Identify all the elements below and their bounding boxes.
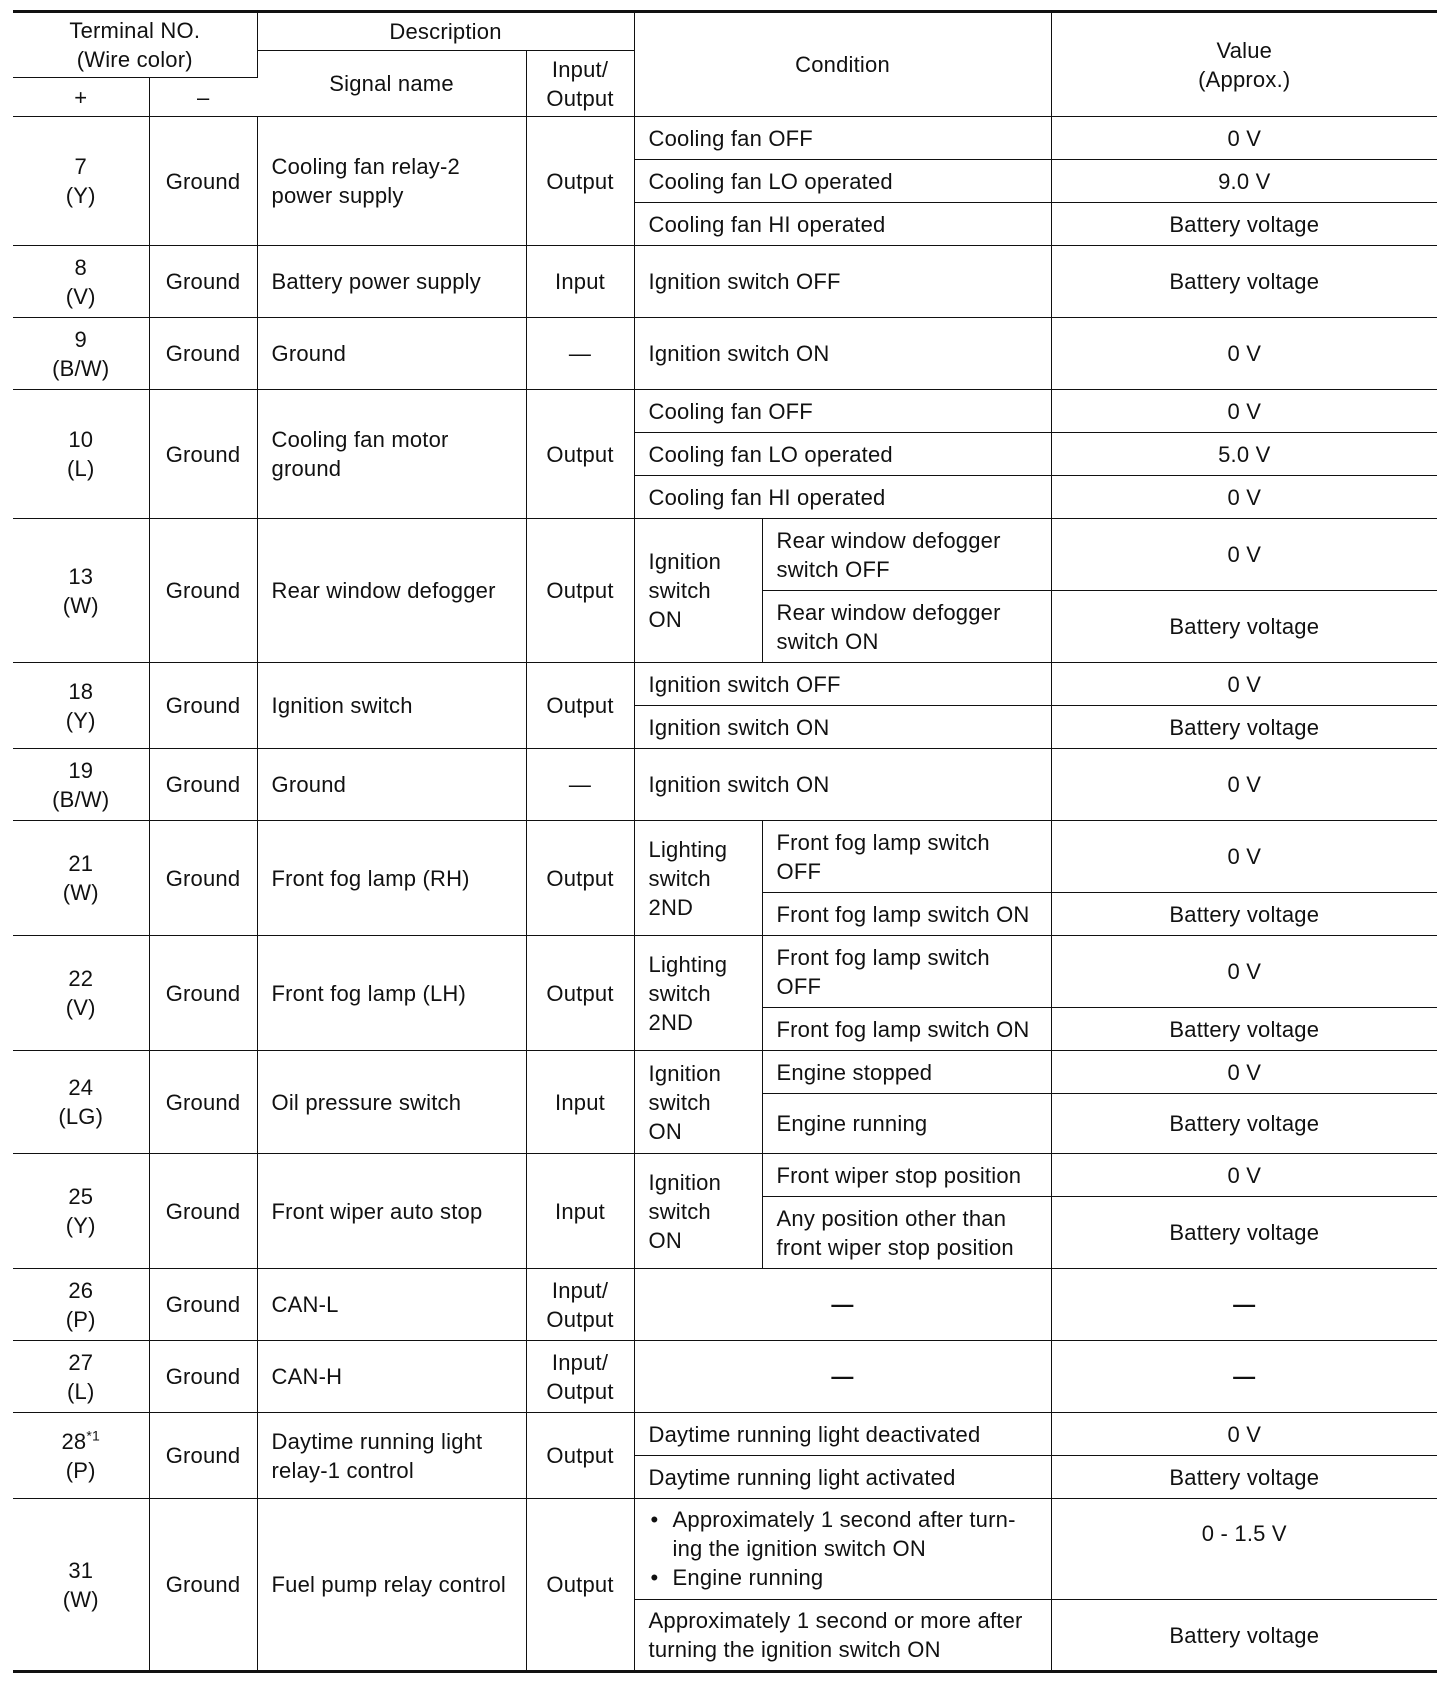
value-cell: 9.0 V [1051,160,1437,203]
value-cell: Battery voltage [1051,893,1437,936]
value-cell: 0 V [1051,117,1437,160]
header-signal-name: Signal name [257,51,526,117]
condition-cell: — [634,1269,1051,1341]
io-cell: Output [526,1413,634,1499]
value-cell: 0 - 1.5 V [1051,1499,1437,1600]
condition-group-cell: Lighting switch 2ND [634,936,762,1051]
sub-condition-cell: Front wiper stop position [762,1154,1051,1197]
sub-condition-cell: Front fog lamp switch ON [762,1008,1051,1051]
table-row [13,1499,1437,1600]
table-row [13,318,1437,390]
ground-cell: Ground [149,1341,257,1413]
io-cell: Output [526,390,634,519]
condition-group-cell: Ignition switch ON [634,1154,762,1269]
value-cell: 0 V [1051,663,1437,706]
terminal-cell: 21 (W) [13,821,149,936]
condition-cell: Cooling fan HI operated [634,203,1051,246]
ground-cell: Ground [149,117,257,246]
table-row [13,117,1437,160]
signal-cell: Front fog lamp (LH) [257,936,526,1051]
table-row [13,1269,1437,1341]
value-cell: 0 V [1051,821,1437,893]
table-row [13,663,1437,706]
condition-cell: Cooling fan LO operated [634,433,1051,476]
io-cell: Input [526,1051,634,1154]
io-cell: — [526,749,634,821]
signal-cell: Ground [257,749,526,821]
signal-cell: CAN-L [257,1269,526,1341]
value-cell: Battery voltage [1051,1094,1437,1154]
io-cell: Input [526,246,634,318]
io-cell: Input/ Output [526,1341,634,1413]
condition-cell: Ignition switch OFF [634,663,1051,706]
signal-cell: Rear window defogger [257,519,526,663]
sub-condition-cell: Front fog lamp switch OFF [762,936,1051,1008]
condition-group-cell: Lighting switch 2ND [634,821,762,936]
terminal-cell: 19 (B/W) [13,749,149,821]
value-cell: Battery voltage [1051,203,1437,246]
header-terminal-no: Terminal NO. (Wire color) [13,12,257,78]
ground-cell: Ground [149,1499,257,1672]
signal-cell: Daytime running light relay-1 control [257,1413,526,1499]
terminal-cell: 24 (LG) [13,1051,149,1154]
table-row [13,821,1437,893]
ground-cell: Ground [149,749,257,821]
header-value: Value (Approx.) [1051,12,1437,117]
value-cell: 0 V [1051,390,1437,433]
terminal-cell: 13 (W) [13,519,149,663]
ground-cell: Ground [149,519,257,663]
condition-cell: Cooling fan OFF [634,117,1051,160]
io-cell: Input/ Output [526,1269,634,1341]
signal-cell: Oil pressure switch [257,1051,526,1154]
sub-condition-cell: Engine running [762,1094,1051,1154]
terminal-cell: 31 (W) [13,1499,149,1672]
ground-cell: Ground [149,936,257,1051]
ground-cell: Ground [149,1269,257,1341]
condition-cell: Ignition switch OFF [634,246,1051,318]
value-cell: Battery voltage [1051,591,1437,663]
table-row [13,1051,1437,1094]
terminal-cell: 9 (B/W) [13,318,149,390]
table-row [13,390,1437,433]
sub-condition-cell: Rear window defogger switch OFF [762,519,1051,591]
footnote-mark: *1 [86,1427,100,1444]
condition-cell: Ignition switch ON [634,318,1051,390]
terminal-spec-table [13,10,1437,1673]
sub-condition-cell: Front fog lamp switch ON [762,893,1051,936]
ground-cell: Ground [149,663,257,749]
table-row [13,1413,1437,1456]
condition-cell: Cooling fan HI operated [634,476,1051,519]
list-item: • Approximately 1 second after turn- ing the ignition switch ON [649,1505,1037,1563]
ground-cell: Ground [149,318,257,390]
condition-cell: Approximately 1 second or more after turning the ignition switch ON [634,1600,1051,1672]
terminal-cell: 18 (Y) [13,663,149,749]
ground-cell: Ground [149,1154,257,1269]
sub-condition-cell: Rear window defogger switch ON [762,591,1051,663]
ground-cell: Ground [149,390,257,519]
signal-cell: Ignition switch [257,663,526,749]
value-cell: 0 V [1051,1051,1437,1094]
sub-condition-cell: Front fog lamp switch OFF [762,821,1051,893]
ground-cell: Ground [149,821,257,936]
sub-condition-cell: Engine stopped [762,1051,1051,1094]
header-input-output: Input/ Output [526,51,634,117]
header-condition: Condition [634,12,1051,117]
signal-cell: Cooling fan motor ground [257,390,526,519]
io-cell: Output [526,936,634,1051]
value-cell: Battery voltage [1051,1456,1437,1499]
condition-group-cell: Ignition switch ON [634,1051,762,1154]
header-description: Description [257,12,634,51]
io-cell: Output [526,1499,634,1672]
table-row [13,749,1437,821]
value-cell: 0 V [1051,936,1437,1008]
header-plus: + [13,78,149,117]
io-cell: Input [526,1154,634,1269]
condition-group-cell: Ignition switch ON [634,519,762,663]
signal-cell: Battery power supply [257,246,526,318]
value-cell: 0 V [1051,749,1437,821]
signal-cell: Front fog lamp (RH) [257,821,526,936]
sub-condition-cell: Any position other than front wiper stop position [762,1197,1051,1269]
condition-cell: Cooling fan OFF [634,390,1051,433]
signal-cell: Cooling fan relay-2 power supply [257,117,526,246]
table-row [13,1341,1437,1413]
signal-cell: Front wiper auto stop [257,1154,526,1269]
terminal-cell: 10 (L) [13,390,149,519]
table-row [13,246,1437,318]
terminal-cell: 8 (V) [13,246,149,318]
ground-cell: Ground [149,1413,257,1499]
value-cell: Battery voltage [1051,1008,1437,1051]
condition-cell: Ignition switch ON [634,749,1051,821]
value-cell: Battery voltage [1051,706,1437,749]
terminal-cell: 28$^{*1}$ (P) [13,1413,149,1499]
ground-cell: Ground [149,1051,257,1154]
table-row [13,519,1437,591]
signal-cell: CAN-H [257,1341,526,1413]
table-row [13,1154,1437,1197]
terminal-cell: 22 (V) [13,936,149,1051]
condition-cell: Cooling fan LO operated [634,160,1051,203]
condition-cell [634,1499,1051,1600]
io-cell: Output [526,519,634,663]
terminal-cell: 7 (Y) [13,117,149,246]
condition-cell: Daytime running light deactivated [634,1413,1051,1456]
ground-cell: Ground [149,246,257,318]
condition-cell: — [634,1341,1051,1413]
io-cell: Output [526,821,634,936]
value-cell: — [1051,1341,1437,1413]
signal-cell: Fuel pump relay control [257,1499,526,1672]
value-cell: 0 V [1051,1154,1437,1197]
io-cell: — [526,318,634,390]
value-cell: Battery voltage [1051,1600,1437,1672]
io-cell: Output [526,117,634,246]
value-cell: — [1051,1269,1437,1341]
value-cell: Battery voltage [1051,1197,1437,1269]
io-cell: Output [526,663,634,749]
header-minus: – [149,78,257,117]
signal-cell: Ground [257,318,526,390]
terminal-cell: 26 (P) [13,1269,149,1341]
condition-cell: Ignition switch ON [634,706,1051,749]
terminal-cell: 25 (Y) [13,1154,149,1269]
value-cell: 0 V [1051,1413,1437,1456]
list-item: • Engine running [649,1563,1037,1592]
bullet-list [649,1505,1037,1592]
terminal-cell: 27 (L) [13,1341,149,1413]
value-cell: 0 V [1051,476,1437,519]
value-cell: Battery voltage [1051,246,1437,318]
value-cell: 0 V [1051,318,1437,390]
table-row [13,936,1437,1008]
value-cell: 0 V [1051,519,1437,591]
value-cell: 5.0 V [1051,433,1437,476]
condition-cell: Daytime running light activated [634,1456,1051,1499]
